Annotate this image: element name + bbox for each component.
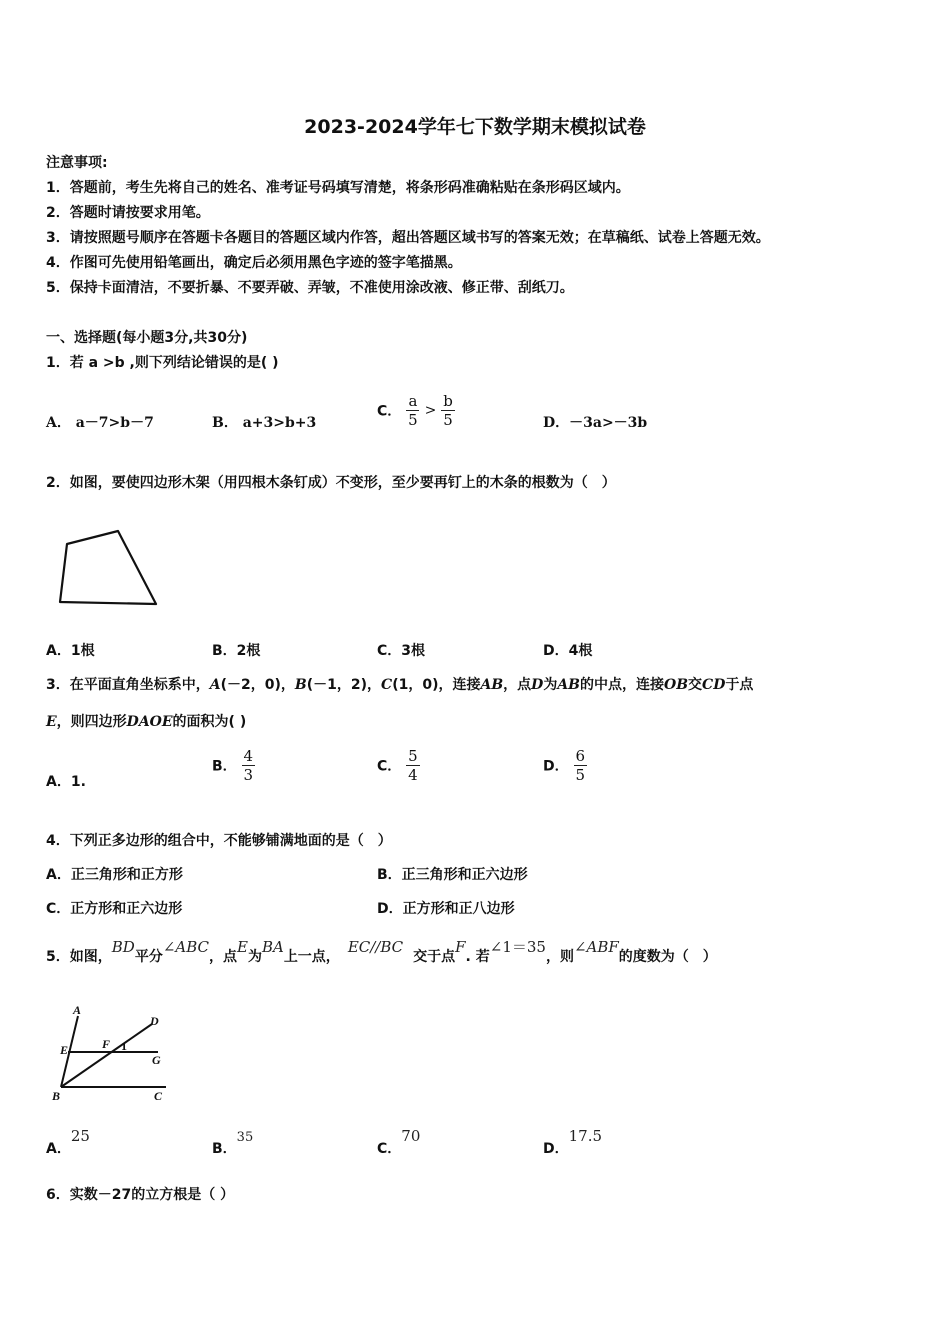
q4-option-c: C．正方形和正六边形 <box>46 901 183 917</box>
question-3-line-2 <box>46 711 246 731</box>
q5-option-b <box>212 1126 254 1157</box>
q3-option-a: A．1. <box>46 774 86 790</box>
option-value: 25 <box>70 1127 90 1145</box>
fraction <box>242 747 256 784</box>
label-1: 1 <box>121 1039 127 1053</box>
note-item: 2．答题时请按要求用笔。 <box>46 205 210 221</box>
numerator: 4 <box>243 747 254 765</box>
angle-abc: ∠ABC <box>162 938 209 956</box>
q4-option-d: D．正方形和正八边形 <box>377 901 515 917</box>
note-item: 3．请按照题号顺序在答题卡各题目的答题区域内作答，超出答题区域书写的答案无效；在草稿纸、试卷上答题无效。 <box>46 230 770 246</box>
q1-option-c <box>377 392 455 429</box>
numerator: a <box>408 392 418 410</box>
text: 的度数为（ ） <box>618 949 717 965</box>
point-d: D <box>531 677 544 693</box>
note-item: 1．答题前，考生先将自己的姓名、准考证号码填写清楚，将条形码准确粘贴在条形码区域内。 <box>46 180 630 196</box>
fraction <box>406 747 420 784</box>
segment-cd: CD <box>702 677 726 693</box>
angle-bisector-figure <box>46 1002 176 1107</box>
point-f: F <box>455 938 466 956</box>
fraction <box>406 392 420 429</box>
q1-option-d: D．－3a>－3b <box>543 415 648 431</box>
point-e: E <box>237 938 248 956</box>
question-3-line-1 <box>46 674 753 694</box>
text: 于点 <box>725 677 754 693</box>
q4-option-b: B．正三角形和正六边形 <box>377 867 528 883</box>
option-value: 35 <box>236 1130 254 1145</box>
q5-option-d <box>543 1126 603 1157</box>
denominator: 5 <box>408 411 418 429</box>
question-5-stem <box>46 936 717 965</box>
point-b: B <box>294 677 307 693</box>
segment-bd: BD <box>111 938 135 956</box>
fraction <box>441 392 455 429</box>
q2-option-b: B．2根 <box>212 643 261 659</box>
label-f: F <box>102 1037 111 1051</box>
segment-ob: OB <box>664 677 689 693</box>
denominator: 5 <box>443 411 453 429</box>
text: 交于点 <box>413 949 456 965</box>
question-6-stem: 6．实数－27的立方根是（ ） <box>46 1187 235 1203</box>
text: (1，0)，连接 <box>392 677 481 693</box>
text: 为 <box>247 949 262 965</box>
label-c: C <box>154 1089 163 1103</box>
q4-option-a: A．正三角形和正方形 <box>46 867 183 883</box>
fraction <box>574 747 588 784</box>
label-a: A <box>73 1003 82 1017</box>
option-label: D． <box>543 758 569 775</box>
parallel-ec-bc: EC//BC <box>347 938 404 956</box>
q5-option-c <box>377 1126 421 1157</box>
q1-option-b: B． a+3>b+3 <box>212 415 317 431</box>
angle-1: ∠1＝35 <box>489 938 546 956</box>
numerator: b <box>443 392 453 410</box>
section-heading: 一、选择题(每小题3分,共30分) <box>46 330 248 346</box>
q5-option-a <box>46 1126 90 1157</box>
option-label: B． <box>212 758 237 775</box>
notes-heading: 注意事项: <box>46 155 108 171</box>
numerator: 6 <box>575 747 586 765</box>
segment-ba: BA <box>261 938 284 956</box>
text: ，则 <box>545 949 574 965</box>
option-label: B． <box>212 1141 237 1157</box>
point-c: C <box>381 677 393 693</box>
text: ，点 <box>503 677 532 693</box>
point-e: E <box>46 714 57 730</box>
text: 的面积为( ) <box>172 714 247 730</box>
question-1-stem: 1．若 a >b ,则下列结论错误的是( ) <box>46 355 279 371</box>
text: ，点 <box>209 949 237 965</box>
option-label: A． <box>46 1141 71 1157</box>
operator: > <box>424 402 437 419</box>
page-title: 2023-2024学年七下数学期末模拟试卷 <box>304 116 646 138</box>
angle-abf: ∠ABF <box>573 938 619 956</box>
option-label: C． <box>377 1141 402 1157</box>
option-value: 70 <box>401 1127 421 1145</box>
quadrilateral-figure <box>50 522 165 612</box>
question-4-stem: 4．下列正多边形的组合中，不能够铺满地面的是（ ） <box>46 833 392 849</box>
q1-option-a: A． a－7>b－7 <box>46 415 154 431</box>
segment-ab: AB <box>480 677 504 693</box>
numerator: 5 <box>408 747 418 765</box>
note-item: 5．保持卡面清洁，不要折暴、不要弄破、弄皱，不准使用涂改液、修正带、刮纸刀。 <box>46 280 574 296</box>
text: 平分 <box>134 949 163 965</box>
text: ，则四边形 <box>56 714 127 730</box>
denominator: 5 <box>575 766 586 784</box>
q2-option-c: C．3根 <box>377 643 426 659</box>
question-2-stem: 2．如图，要使四边形木架（用四根木条钉成）不变形，至少要再钉上的木条的根数为（ ） <box>46 475 616 491</box>
option-label: D． <box>543 1141 569 1157</box>
q2-option-a: A．1根 <box>46 643 95 659</box>
point-a: A <box>209 677 221 693</box>
text: 3．在平面直角坐标系中， <box>46 677 210 693</box>
q3-option-c <box>377 747 420 784</box>
q3-option-d <box>543 747 587 784</box>
q3-option-b <box>212 747 255 784</box>
q1-option-c-label: C． <box>377 403 402 420</box>
denominator: 4 <box>408 766 418 784</box>
text: 上一点， <box>283 949 340 965</box>
text: 为 <box>543 677 558 693</box>
label-b: B <box>52 1089 61 1103</box>
label-e: E <box>60 1043 69 1057</box>
q2-option-d: D．4根 <box>543 643 593 659</box>
quadrilateral-shape <box>60 531 156 604</box>
segment-ab: AB <box>557 677 581 693</box>
text: (－2，0)， <box>220 677 295 693</box>
label-d: D <box>150 1014 159 1028</box>
label-g: G <box>152 1053 161 1067</box>
text: (－1，2)， <box>306 677 382 693</box>
quad-daoe: DAOE <box>126 714 173 730</box>
text: 交 <box>688 677 703 693</box>
option-value: 17.5 <box>568 1127 603 1145</box>
note-item: 4．作图可先使用铅笔画出，确定后必须用黑色字迹的签字笔描黑。 <box>46 255 462 271</box>
option-label: C． <box>377 758 402 775</box>
text: 的中点，连接 <box>580 677 665 693</box>
text: 5．如图， <box>46 949 112 965</box>
text: . 若 <box>465 949 490 965</box>
denominator: 3 <box>243 766 254 784</box>
